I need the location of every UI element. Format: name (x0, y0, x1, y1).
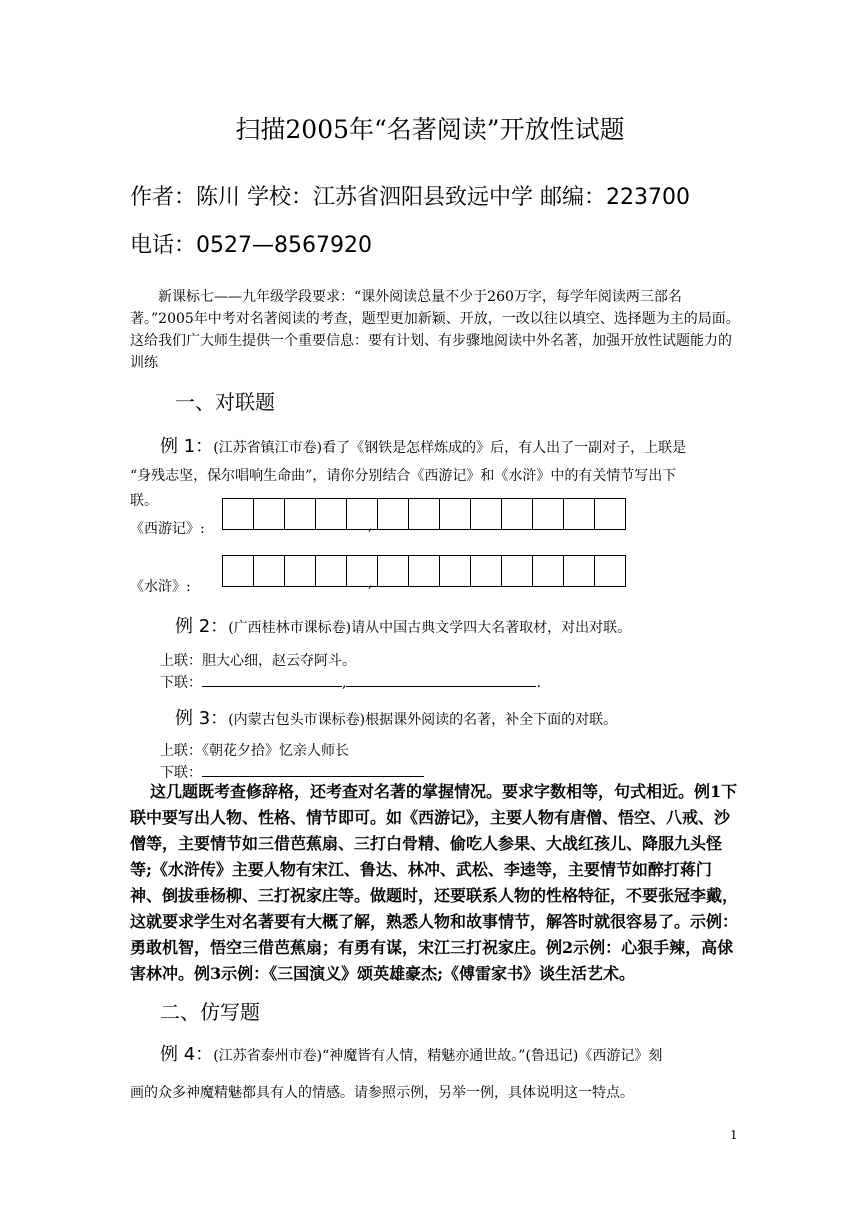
example-4-text: “神魔皆有人情，精魅亦通世故。”(鲁迅记)《西游记》刻 (322, 1048, 663, 1064)
example-3-source: (内蒙古包头市课标卷) (228, 712, 366, 728)
xiyouji-row-label: 《西游记》: (130, 521, 205, 537)
analysis-paragraph: 这几题既考查修辞格，还考查对名著的掌握情况。要求字数相等，句式相近。例1下联中要写出人物、性格、情节即可。如《西游记》，主要人物有唐僧、悟空、八戒、沙僧等，主要情节如三借芭蕉扇、三打白骨精、偷吃人参果、大战红孩儿、降服九头怪等;《水浒传》主要人物有宋江、鲁达、林冲、武松、李逵等，主要情节如醉打蒋门神、倒拔垂杨柳、三打祝家庄等。做题时，还要联系人物的性格特征，不要张冠李戴，这就要求学生对名著要有大概了解，熟悉人物和故事情节，解答时就很容易了。示例：勇敢机智，悟空三借芭蕉扇；有勇有谋，宋江三打祝家庄。例2示例：心狠手辣，高俅害林冲。例3示例：《三国演义》颂英雄豪杰;《傅雷家书》谈生活艺术。 (130, 782, 739, 983)
answer-cell[interactable] (594, 555, 626, 587)
example-1 (160, 432, 686, 458)
example-1-text: 看了《钢铁是怎样炼成的》后，有人出了一副对子，上联是 (322, 440, 687, 456)
phone-line: 电话：0527—8567920 (130, 233, 372, 258)
example-1-source: (江苏省镇江市卷) (213, 440, 323, 456)
answer-cell[interactable] (377, 555, 409, 587)
blank-line[interactable] (202, 672, 342, 687)
example-2-label: 例 2： (175, 616, 229, 637)
answer-cell[interactable] (439, 555, 471, 587)
example-2-source: (广西桂林市课标卷) (228, 620, 352, 636)
answer-cell[interactable] (222, 498, 254, 530)
answer-cell[interactable] (439, 498, 471, 530)
answer-cell[interactable] (408, 498, 440, 530)
page-title: 扫描2005年“名著阅读”开放性试题 (235, 115, 625, 144)
shuihu-row-label: 《水浒》: (130, 579, 191, 595)
answer-cell[interactable] (253, 498, 285, 530)
example-4 (160, 1040, 662, 1066)
blank-end: . (536, 675, 541, 691)
answer-cell[interactable] (284, 555, 316, 587)
blank-line[interactable] (346, 672, 536, 687)
example-2-upper: 上联：胆大心细，赵云夺阿斗。 (160, 653, 356, 669)
answer-cell[interactable] (563, 555, 595, 587)
answer-cell[interactable] (594, 498, 626, 530)
blank-line[interactable] (202, 762, 424, 777)
answer-cell[interactable] (253, 555, 285, 587)
answer-cell[interactable] (470, 555, 502, 587)
answer-cell[interactable] (284, 498, 316, 530)
example-2-lower-label: 下联： (160, 675, 202, 691)
answer-cell[interactable] (346, 555, 378, 587)
example-3-upper: 上联：《朝花夕拾》忆亲人师长 (160, 743, 349, 759)
answer-cell[interactable] (501, 555, 533, 587)
page-number: 1 (730, 1128, 738, 1142)
section-heading-couplets: 一、对联题 (175, 390, 275, 414)
example-3 (175, 704, 617, 730)
answer-cell[interactable] (315, 498, 347, 530)
answer-cell[interactable] (315, 555, 347, 587)
grid-comma: , (368, 575, 373, 591)
example-4-label: 例 4： (160, 1044, 214, 1065)
example-3-label: 例 3： (175, 708, 229, 729)
answer-cell[interactable] (377, 498, 409, 530)
answer-grid-shuihu (222, 555, 626, 587)
answer-cell[interactable] (470, 498, 502, 530)
example-4-text-line2: 画的众多神魔精魅都具有人的情感。请参照示例，另举一例，具体说明这一特点。 (130, 1085, 634, 1101)
answer-cell[interactable] (501, 498, 533, 530)
answer-cell[interactable] (532, 498, 564, 530)
example-1-text-line3: 联。 (130, 493, 158, 509)
answer-cell[interactable] (408, 555, 440, 587)
example-2 (175, 612, 631, 638)
example-3-text: 根据课外阅读的名著，补全下面的对联。 (365, 712, 618, 728)
answer-cell[interactable] (532, 555, 564, 587)
example-4-source: (江苏省泰州市卷) (213, 1048, 323, 1064)
example-2-lower (160, 672, 541, 692)
answer-cell[interactable] (222, 555, 254, 587)
intro-paragraph: 新课标七——九年级学段要求：“课外阅读总量不少于260万字，每学年阅读两三部名著。”2005年中考对名著阅读的考查，题型更加新颖、开放，一改以往以填空、选择题为主的局面。这给我们广大师生提供一个重要信息：要有计划、有步骤地阅读中外名著，加强开放性试题能力的训练 (130, 289, 740, 371)
example-1-text-line2: “身残志坚，保尔唱响生命曲”，请你分别结合《西游记》和《水浒》中的有关情节写出下 (130, 468, 677, 484)
author-line: 作者：陈川 学校：江苏省泗阳县致远中学 邮编：223700 (130, 185, 690, 210)
grid-comma: , (368, 518, 373, 534)
answer-grid-xiyouji (222, 498, 626, 530)
section-heading-imitation: 二、仿写题 (160, 1000, 260, 1024)
answer-cell[interactable] (563, 498, 595, 530)
example-3-lower-label: 下联： (160, 765, 202, 781)
example-2-text: 请从中国古典文学四大名著取材，对出对联。 (351, 620, 632, 636)
example-1-label: 例 1： (160, 436, 214, 457)
blank-separator: , (342, 675, 347, 691)
answer-cell[interactable] (346, 498, 378, 530)
